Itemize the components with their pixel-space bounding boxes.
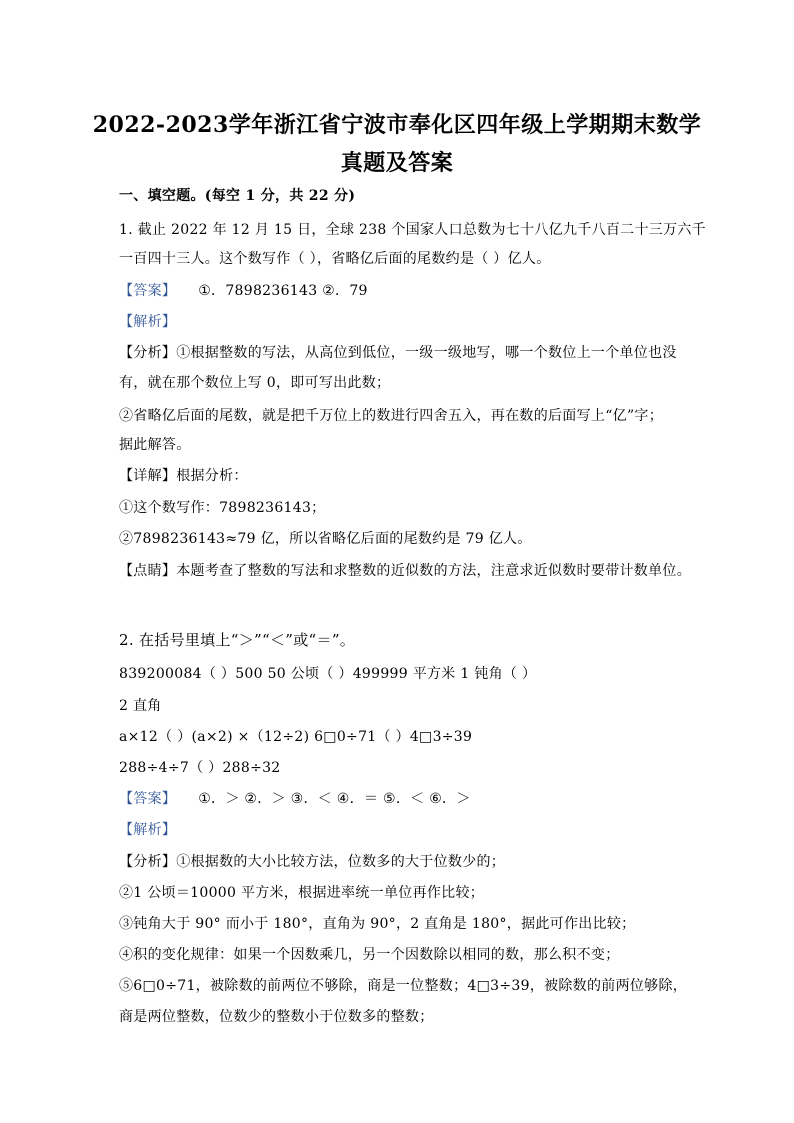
q2-line-5: 288÷4÷7（ ）288÷32: [119, 760, 281, 776]
q2-analysis-tag: 【解析】: [119, 822, 177, 838]
q2-fenxi-line-5: ⑤6□0÷71，被除数的前两位不够除，商是一位整数；4□3÷39，被除数的前两位够除，: [119, 978, 688, 994]
q1-detail-line-1: ①这个数写作：7898236143；: [119, 500, 326, 516]
answer-text: ①．7898236143 ②．79: [198, 283, 368, 299]
q1-detail: [119, 466, 248, 486]
q2-fenxi-line-3: ③钝角大于 90° 而小于 180°，直角为 90°，2 直角是 180°，据此可作出比较；: [119, 916, 636, 932]
q1-line-2: 一百四十三人。这个数写作（ ），省略亿后面的尾数约是（ ）亿人。: [119, 251, 551, 267]
q1-line-1: 1. 截止 2022 年 12 月 15 日，全球 238 个国家人口总数为七十八亿九千八百二十三万六千: [119, 222, 706, 238]
q1-fenxi-line-4: 据此解答。: [119, 437, 191, 453]
fenxi-tag: 【分析】: [119, 345, 177, 361]
answer-tag: 【答案】: [119, 283, 177, 299]
q1-detail-line-2: ②7898236143≈79 亿，所以省略亿后面的尾数约是 79 亿人。: [119, 531, 532, 547]
fenxi-tag: 【分析】: [119, 854, 177, 870]
fenxi-text: ①根据整数的写法，从高位到低位，一级一级地写，哪一个数位上一个单位也没: [176, 345, 677, 361]
detail-tag: 【详解】: [119, 468, 177, 484]
comment-text: 本题考查了整数的写法和求整数的近似数的方法，注意求近似数时要带计数单位。: [176, 563, 692, 579]
q1-fenxi-line-2: 有，就在那个数位上写 0，即可写出此数；: [119, 375, 391, 391]
title-line-2: 真题及答案: [340, 150, 454, 176]
q2-answer: [119, 789, 471, 809]
q2-line-2: 839200084（ ）500 50 公顷（ ）499999 平方米 1 钝角（ ）: [119, 666, 537, 682]
q1-analysis-tag: 【解析】: [119, 314, 177, 330]
q1-comment: [119, 561, 691, 581]
answer-text: ①．＞ ②．＞ ③．＜ ④．＝ ⑤．＜ ⑥．＞: [198, 791, 471, 807]
q2-line-1: 2. 在括号里填上“＞”“＜”或“＝”。: [119, 631, 356, 649]
q2-fenxi-line-4: ④积的变化规律：如果一个因数乘几，另一个因数除以相同的数，那么积不变；: [119, 947, 620, 963]
answer-tag: 【答案】: [119, 791, 177, 807]
q2-fenxi-line-1: [119, 852, 505, 872]
q1-answer: [119, 281, 368, 301]
q2-fenxi-line-2: ②1 公顷＝10000 平方米，根据进率统一单位再作比较；: [119, 885, 485, 901]
detail-text: 根据分析：: [176, 468, 248, 484]
q2-fenxi-line-6: 商是两位整数，位数少的整数小于位数多的整数；: [119, 1009, 434, 1025]
fenxi-text: ①根据数的大小比较方法，位数多的大于位数少的；: [176, 854, 506, 870]
section-heading: 一、填空题。(每空 1 分，共 22 分): [119, 188, 356, 204]
q1-fenxi-line-1: [119, 343, 677, 363]
comment-tag: 【点睛】: [119, 563, 177, 579]
q2-line-3: 2 直角: [119, 698, 162, 714]
title-line-1: 2022-2023学年浙江省宁波市奉化区四年级上学期期末数学: [92, 112, 702, 138]
q1-fenxi-line-3: ②省略亿后面的尾数，就是把千万位上的数进行四舍五入，再在数的后面写上“亿”字；: [119, 408, 664, 424]
q2-line-4: a×12（ ）(a×2) ×（12÷2) 6□0÷71（ ）4□3÷39: [119, 729, 473, 745]
